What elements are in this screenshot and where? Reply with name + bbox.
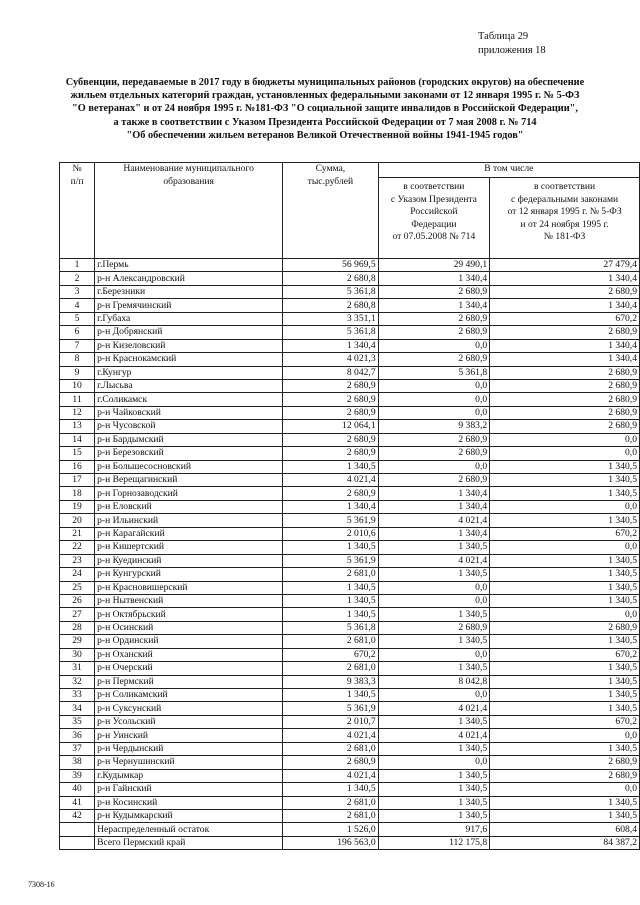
table-row [60, 608, 640, 621]
municipality-name: р-н Соликамский [95, 689, 283, 702]
row-number: 33 [60, 689, 95, 702]
federal-amount: 1 340,4 [490, 299, 640, 312]
decree-amount: 1 340,5 [378, 742, 490, 755]
decree-amount: 0,0 [378, 594, 490, 607]
municipality-name: г.Губаха [95, 312, 283, 325]
municipality-name: р-н Чердынский [95, 742, 283, 755]
federal-amount: 1 340,5 [490, 635, 640, 648]
total-sum: 1 340,4 [283, 339, 378, 352]
row-number: 29 [60, 635, 95, 648]
table-row [60, 393, 640, 406]
federal-amount: 0,0 [490, 729, 640, 742]
municipality-name: р-н Красновишерский [95, 581, 283, 594]
table-row [60, 420, 640, 433]
total-sum: 2 681,0 [283, 742, 378, 755]
header-federal-laws: в соответствии с федеральными законами от 12 января 1995 г. № 5-ФЗ и от 24 ноября 1995 г. № 181-ФЗ [490, 178, 640, 259]
municipality-name: р-н Кунгурский [95, 568, 283, 581]
decree-amount: 1 340,5 [378, 796, 490, 809]
federal-amount: 1 340,5 [490, 675, 640, 688]
decree-amount: 1 340,5 [378, 715, 490, 728]
federal-amount: 1 340,4 [490, 272, 640, 285]
total-sum: 4 021,4 [283, 769, 378, 782]
table-row [60, 299, 640, 312]
decree-amount: 4 021,4 [378, 554, 490, 567]
municipality-name: р-н Большесосновский [95, 460, 283, 473]
decree-amount: 0,0 [378, 648, 490, 661]
total-sum: 5 361,9 [283, 514, 378, 527]
decree-amount: 1 340,4 [378, 500, 490, 513]
row-number: 39 [60, 769, 95, 782]
table-row [60, 769, 640, 782]
municipality-name: р-н Горнозаводский [95, 487, 283, 500]
municipality-name: г.Кунгур [95, 366, 283, 379]
municipality-name: р-н Ординский [95, 635, 283, 648]
table-row [60, 500, 640, 513]
table-row [60, 460, 640, 473]
municipality-name: р-н Осинский [95, 621, 283, 634]
total-sum: 2 680,9 [283, 447, 378, 460]
municipality-name: р-н Оханский [95, 648, 283, 661]
federal-amount: 1 340,5 [490, 514, 640, 527]
decree-amount: 0,0 [378, 406, 490, 419]
decree-amount: 2 680,9 [378, 353, 490, 366]
federal-amount: 1 340,5 [490, 594, 640, 607]
decree-amount: 1 340,5 [378, 769, 490, 782]
table-row [60, 353, 640, 366]
municipality-name: р-н Березовский [95, 447, 283, 460]
table-body [60, 259, 640, 850]
municipality-name: р-н Уинский [95, 729, 283, 742]
table-row [60, 796, 640, 809]
total-sum: 2 680,9 [283, 406, 378, 419]
federal-amount: 1 340,5 [490, 568, 640, 581]
municipality-name: р-н Кизеловский [95, 339, 283, 352]
table-row [60, 715, 640, 728]
federal-amount: 1 340,5 [490, 554, 640, 567]
decree-amount: 0,0 [378, 689, 490, 702]
municipality-name: г.Кудымкар [95, 769, 283, 782]
row-number: 34 [60, 702, 95, 715]
row-number: 17 [60, 474, 95, 487]
row-number: 11 [60, 393, 95, 406]
total-sum: 2 680,9 [283, 487, 378, 500]
federal-amount: 2 680,9 [490, 379, 640, 392]
row-number: 27 [60, 608, 95, 621]
total-sum: 56 969,5 [283, 259, 378, 272]
table-row [60, 285, 640, 298]
total-sum: 2 010,7 [283, 715, 378, 728]
document-title [40, 76, 610, 142]
table-row [60, 487, 640, 500]
row-number: 38 [60, 756, 95, 769]
decree-amount: 9 383,2 [378, 420, 490, 433]
total-sum: 196 563,0 [283, 836, 378, 849]
table-row [60, 729, 640, 742]
table-row [60, 259, 640, 272]
federal-amount: 2 680,9 [490, 769, 640, 782]
federal-amount: 2 680,9 [490, 420, 640, 433]
decree-amount: 4 021,4 [378, 729, 490, 742]
municipality-name: р-н Чайковский [95, 406, 283, 419]
table-row [60, 836, 640, 849]
table-row [60, 648, 640, 661]
table-row [60, 621, 640, 634]
decree-amount: 4 021,4 [378, 702, 490, 715]
table-row [60, 662, 640, 675]
decree-amount: 2 680,9 [378, 326, 490, 339]
federal-amount: 670,2 [490, 715, 640, 728]
federal-amount: 0,0 [490, 608, 640, 621]
row-number: 23 [60, 554, 95, 567]
decree-amount: 0,0 [378, 460, 490, 473]
decree-amount: 2 680,9 [378, 433, 490, 446]
federal-amount: 27 479,4 [490, 259, 640, 272]
total-sum: 1 340,5 [283, 581, 378, 594]
municipality-name: р-н Чернушинский [95, 756, 283, 769]
municipality-name: р-н Чусовской [95, 420, 283, 433]
total-sum: 2 680,9 [283, 756, 378, 769]
title-line: "О ветеранах" и от 24 ноября 1995 г. №181-ФЗ "О социальной защите инвалидов в Российской Федерации", [72, 103, 578, 115]
municipality-name: р-н Краснокамский [95, 353, 283, 366]
municipality-name: г.Пермь [95, 259, 283, 272]
decree-amount: 8 042,8 [378, 675, 490, 688]
total-sum: 1 340,5 [283, 541, 378, 554]
header-including: В том числе [378, 163, 639, 178]
total-sum: 2 681,0 [283, 568, 378, 581]
table-row [60, 527, 640, 540]
federal-amount: 1 340,5 [490, 662, 640, 675]
table-row [60, 406, 640, 419]
federal-amount: 0,0 [490, 500, 640, 513]
header-decree: в соответствии с Указом Президента Российской Федерации от 07.05.2008 № 714 [378, 178, 490, 259]
decree-amount: 4 021,4 [378, 514, 490, 527]
municipality-name: р-н Ильинский [95, 514, 283, 527]
decree-amount: 1 340,5 [378, 608, 490, 621]
row-number: 42 [60, 809, 95, 822]
federal-amount: 2 680,9 [490, 366, 640, 379]
decree-amount: 1 340,5 [378, 541, 490, 554]
municipality-name: р-н Пермский [95, 675, 283, 688]
table-row [60, 554, 640, 567]
table-row [60, 312, 640, 325]
federal-amount: 1 340,5 [490, 702, 640, 715]
municipality-name: Нераспределенный остаток [95, 823, 283, 836]
federal-amount: 670,2 [490, 527, 640, 540]
table-row [60, 514, 640, 527]
federal-amount: 1 340,4 [490, 353, 640, 366]
decree-amount: 2 680,9 [378, 447, 490, 460]
table-row [60, 823, 640, 836]
total-sum: 2 681,0 [283, 662, 378, 675]
decree-amount: 0,0 [378, 393, 490, 406]
decree-amount: 1 340,4 [378, 272, 490, 285]
federal-amount: 1 340,5 [490, 474, 640, 487]
row-number: 2 [60, 272, 95, 285]
table-number: Таблица 29 [478, 31, 529, 42]
table-row [60, 366, 640, 379]
header-name: Наименование муниципального образования [95, 163, 283, 259]
municipality-name: р-н Нытвенский [95, 594, 283, 607]
federal-amount: 1 340,5 [490, 742, 640, 755]
total-sum: 5 361,8 [283, 326, 378, 339]
total-sum: 2 680,9 [283, 433, 378, 446]
row-number: 13 [60, 420, 95, 433]
row-number: 4 [60, 299, 95, 312]
decree-amount: 29 490,1 [378, 259, 490, 272]
table-row [60, 379, 640, 392]
header-row [60, 163, 640, 178]
row-number: 32 [60, 675, 95, 688]
federal-amount: 0,0 [490, 783, 640, 796]
total-sum: 4 021,4 [283, 474, 378, 487]
municipality-name: р-н Октябрьский [95, 608, 283, 621]
row-number: 10 [60, 379, 95, 392]
municipality-name: г.Соликамск [95, 393, 283, 406]
page-code: 7308-16 [28, 880, 55, 889]
federal-amount: 0,0 [490, 433, 640, 446]
table-row [60, 339, 640, 352]
row-number: 24 [60, 568, 95, 581]
table-row [60, 675, 640, 688]
municipality-name: р-н Кишертский [95, 541, 283, 554]
total-sum: 5 361,8 [283, 621, 378, 634]
row-number: 5 [60, 312, 95, 325]
row-number: 40 [60, 783, 95, 796]
title-line: жильем отдельных категорий граждан, установленных федеральными законами от 12 января 1995 г. № 5-ФЗ [70, 90, 580, 102]
decree-amount: 917,6 [378, 823, 490, 836]
total-sum: 2 680,9 [283, 393, 378, 406]
decree-amount: 0,0 [378, 379, 490, 392]
municipality-name: р-н Кудымкарский [95, 809, 283, 822]
table-row [60, 447, 640, 460]
table-row [60, 433, 640, 446]
row-number: 18 [60, 487, 95, 500]
row-number: 16 [60, 460, 95, 473]
title-line: "Об обеспечении жильем ветеранов Великой Отечественной войны 1941-1945 годов" [126, 129, 524, 141]
header-sum: Сумма, тыс.рублей [283, 163, 378, 259]
table-row [60, 756, 640, 769]
total-sum: 1 340,5 [283, 783, 378, 796]
total-sum: 1 526,0 [283, 823, 378, 836]
decree-amount: 1 340,5 [378, 568, 490, 581]
decree-amount: 5 361,8 [378, 366, 490, 379]
municipality-name: р-н Очерский [95, 662, 283, 675]
table-row [60, 635, 640, 648]
total-sum: 3 351,1 [283, 312, 378, 325]
total-sum: 4 021,4 [283, 729, 378, 742]
total-sum: 2 680,9 [283, 379, 378, 392]
federal-amount: 2 680,9 [490, 406, 640, 419]
total-sum: 2 680,8 [283, 299, 378, 312]
federal-amount: 2 680,9 [490, 621, 640, 634]
table-row [60, 474, 640, 487]
row-number: 19 [60, 500, 95, 513]
total-sum: 1 340,5 [283, 594, 378, 607]
table-row [60, 742, 640, 755]
municipality-name: р-н Добрянский [95, 326, 283, 339]
total-sum: 2 681,0 [283, 809, 378, 822]
row-number: 31 [60, 662, 95, 675]
federal-amount: 1 340,5 [490, 689, 640, 702]
row-number: 6 [60, 326, 95, 339]
row-number: 35 [60, 715, 95, 728]
total-sum: 9 383,3 [283, 675, 378, 688]
municipality-name: р-н Александровский [95, 272, 283, 285]
row-number: 14 [60, 433, 95, 446]
total-sum: 1 340,5 [283, 460, 378, 473]
row-number: 26 [60, 594, 95, 607]
municipality-name: р-н Гремячинский [95, 299, 283, 312]
table-caption [478, 30, 546, 58]
decree-amount: 2 680,9 [378, 474, 490, 487]
total-sum: 5 361,9 [283, 702, 378, 715]
decree-amount: 1 340,4 [378, 527, 490, 540]
row-number: 37 [60, 742, 95, 755]
decree-amount: 2 680,9 [378, 312, 490, 325]
row-number: 7 [60, 339, 95, 352]
row-number: 28 [60, 621, 95, 634]
header-num: № п/п [60, 163, 95, 259]
total-sum: 2 681,0 [283, 796, 378, 809]
table-row [60, 568, 640, 581]
row-number: 1 [60, 259, 95, 272]
municipality-name: р-н Суксунский [95, 702, 283, 715]
table-row [60, 594, 640, 607]
federal-amount: 608,4 [490, 823, 640, 836]
federal-amount: 1 340,5 [490, 809, 640, 822]
table-row [60, 809, 640, 822]
total-sum: 5 361,8 [283, 285, 378, 298]
municipality-name: г.Лысьва [95, 379, 283, 392]
total-sum: 5 361,9 [283, 554, 378, 567]
federal-amount: 670,2 [490, 648, 640, 661]
appendix-number: приложения 18 [478, 45, 546, 56]
decree-amount: 1 340,4 [378, 299, 490, 312]
row-number: 21 [60, 527, 95, 540]
total-sum: 1 340,5 [283, 689, 378, 702]
decree-amount: 112 175,8 [378, 836, 490, 849]
total-sum: 1 340,4 [283, 500, 378, 513]
decree-amount: 2 680,9 [378, 285, 490, 298]
row-number: 8 [60, 353, 95, 366]
row-number: 30 [60, 648, 95, 661]
municipality-name: р-н Карагайский [95, 527, 283, 540]
table-row [60, 702, 640, 715]
federal-amount: 84 387,2 [490, 836, 640, 849]
decree-amount: 1 340,5 [378, 809, 490, 822]
row-number: 36 [60, 729, 95, 742]
decree-amount: 1 340,5 [378, 635, 490, 648]
federal-amount: 1 340,5 [490, 460, 640, 473]
municipality-name: р-н Верещагинский [95, 474, 283, 487]
municipality-name: р-н Усольский [95, 715, 283, 728]
federal-amount: 1 340,5 [490, 581, 640, 594]
row-number: 9 [60, 366, 95, 379]
table-row [60, 272, 640, 285]
municipality-name: р-н Бардымский [95, 433, 283, 446]
municipality-name: р-н Куединский [95, 554, 283, 567]
decree-amount: 0,0 [378, 756, 490, 769]
federal-amount: 2 680,9 [490, 326, 640, 339]
row-number: 25 [60, 581, 95, 594]
municipality-name: Всего Пермский край [95, 836, 283, 849]
total-sum: 2 681,0 [283, 635, 378, 648]
title-line: Субвенции, передаваемые в 2017 году в бюджеты муниципальных районов (городских округов) на обеспечение [65, 77, 585, 88]
municipality-name: р-н Еловский [95, 500, 283, 513]
federal-amount: 2 680,9 [490, 393, 640, 406]
municipality-name: р-н Гайнский [95, 783, 283, 796]
row-number: 41 [60, 796, 95, 809]
row-number [60, 836, 95, 849]
row-number: 3 [60, 285, 95, 298]
decree-amount: 1 340,5 [378, 783, 490, 796]
subsidy-table [59, 162, 640, 850]
decree-amount: 1 340,5 [378, 662, 490, 675]
table-row [60, 689, 640, 702]
total-sum: 2 680,8 [283, 272, 378, 285]
federal-amount: 1 340,5 [490, 796, 640, 809]
total-sum: 8 042,7 [283, 366, 378, 379]
total-sum: 4 021,3 [283, 353, 378, 366]
total-sum: 1 340,5 [283, 608, 378, 621]
total-sum: 2 010,6 [283, 527, 378, 540]
federal-amount: 2 680,9 [490, 756, 640, 769]
total-sum: 12 064,1 [283, 420, 378, 433]
federal-amount: 670,2 [490, 312, 640, 325]
row-number [60, 823, 95, 836]
row-number: 22 [60, 541, 95, 554]
total-sum: 670,2 [283, 648, 378, 661]
row-number: 15 [60, 447, 95, 460]
federal-amount: 0,0 [490, 541, 640, 554]
federal-amount: 2 680,9 [490, 285, 640, 298]
table-row [60, 783, 640, 796]
decree-amount: 0,0 [378, 581, 490, 594]
federal-amount: 0,0 [490, 447, 640, 460]
federal-amount: 1 340,4 [490, 339, 640, 352]
decree-amount: 1 340,4 [378, 487, 490, 500]
table-row [60, 541, 640, 554]
table-row [60, 326, 640, 339]
municipality-name: г.Березники [95, 285, 283, 298]
decree-amount: 0,0 [378, 339, 490, 352]
title-line: а также в соответствии с Указом Президента Российской Федерации от 7 мая 2008 г. № 714 [113, 116, 537, 128]
decree-amount: 2 680,9 [378, 621, 490, 634]
table-row [60, 581, 640, 594]
row-number: 20 [60, 514, 95, 527]
municipality-name: р-н Косинский [95, 796, 283, 809]
row-number: 12 [60, 406, 95, 419]
federal-amount: 1 340,5 [490, 487, 640, 500]
